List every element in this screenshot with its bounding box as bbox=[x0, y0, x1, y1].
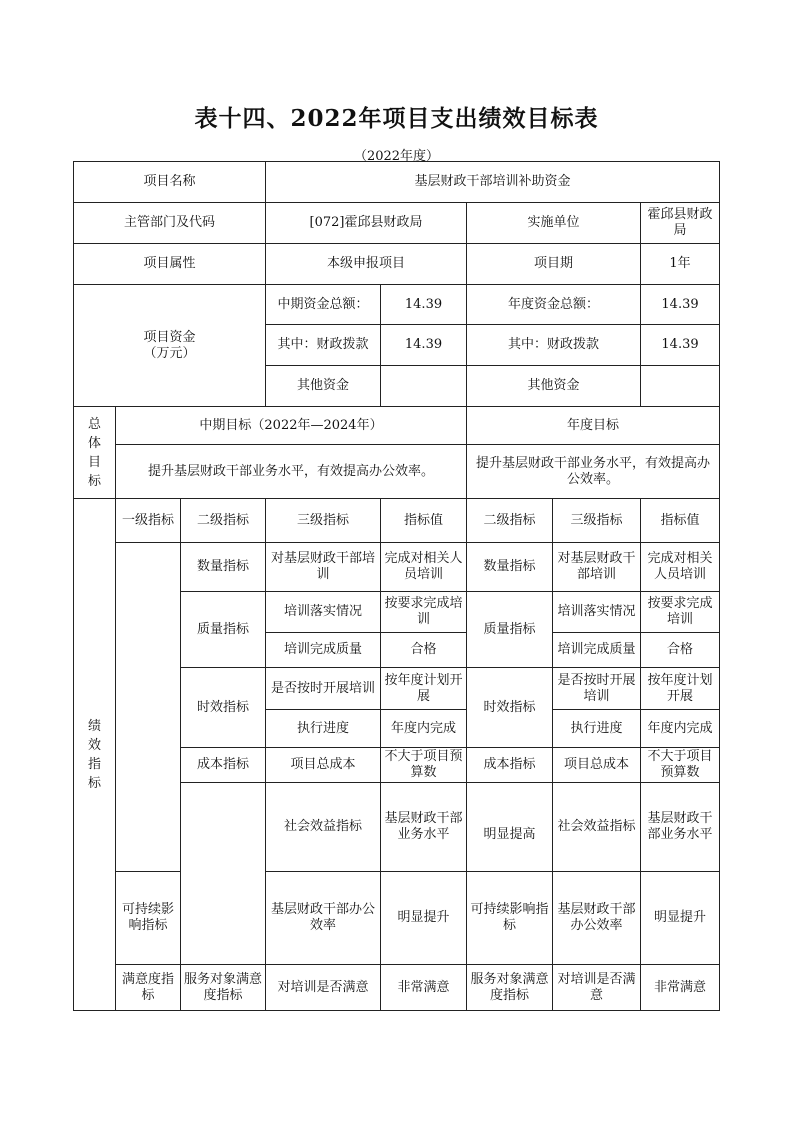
quality-r2-value-year: 合格 bbox=[641, 633, 720, 668]
cost-value-year: 不大于项目预算数 bbox=[641, 748, 720, 783]
overall-char: 目 bbox=[87, 454, 101, 470]
social-level2-year: 社会效益指标 bbox=[553, 783, 641, 872]
year-goal-text: 提升基层财政干部业务水平，有效提高办公效率。 bbox=[467, 445, 720, 499]
overall-char: 标 bbox=[87, 473, 101, 489]
table-row bbox=[74, 203, 720, 244]
funds-label bbox=[74, 285, 266, 407]
satisfaction-level3-mid: 对培训是否满意 bbox=[266, 965, 381, 1011]
period-label: 项目期 bbox=[467, 244, 641, 285]
attr-value: 本级申报项目 bbox=[266, 244, 467, 285]
table-row bbox=[74, 162, 720, 203]
time-r2-value-mid: 年度内完成 bbox=[381, 710, 467, 748]
performance-side-label bbox=[74, 499, 116, 1011]
social-level2-mid: 社会效益指标 bbox=[266, 783, 381, 872]
table-row bbox=[74, 285, 720, 325]
cost-level3-mid: 项目总成本 bbox=[266, 748, 381, 783]
quality-r1-value-mid: 按要求完成培训 bbox=[381, 592, 467, 633]
mid-total-label: 中期资金总额： bbox=[266, 285, 381, 325]
satisfaction-value-year: 非常满意 bbox=[641, 965, 720, 1011]
social-level3-year: 基层财政干部业务水平 bbox=[641, 783, 720, 872]
satisfaction-level2-mid: 服务对象满意度指标 bbox=[181, 965, 266, 1011]
quality-r2-level3-mid: 培训完成质量 bbox=[266, 633, 381, 668]
time-r1-level3-mid: 是否按时开展培训 bbox=[266, 668, 381, 710]
header-value-mid: 指标值 bbox=[381, 499, 467, 543]
sustain-level2-year: 可持续影响指标 bbox=[467, 872, 553, 965]
quantity-value-mid: 完成对相关人员培训 bbox=[381, 543, 467, 592]
time-r1-value-year: 按年度计划开展 bbox=[641, 668, 720, 710]
mid-other-value bbox=[381, 366, 467, 407]
time-r2-level3-mid: 执行进度 bbox=[266, 710, 381, 748]
quality-r1-value-year: 按要求完成培训 bbox=[641, 592, 720, 633]
mid-fiscal-label: 其中：财政拨款 bbox=[266, 325, 381, 366]
year-fiscal-value: 14.39 bbox=[641, 325, 720, 366]
overall-goal-side-label bbox=[74, 407, 116, 499]
quantity-value-year: 完成对相关人员培训 bbox=[641, 543, 720, 592]
quantity-level3-mid: 对基层财政干部培训 bbox=[266, 543, 381, 592]
table-row bbox=[74, 543, 720, 592]
quantity-level2-year: 数量指标 bbox=[467, 543, 553, 592]
period-value: 1年 bbox=[641, 244, 720, 285]
time-r1-value-mid: 按年度计划开展 bbox=[381, 668, 467, 710]
sustain-level2-mid: 可持续影响指标 bbox=[116, 872, 181, 965]
table-row bbox=[74, 445, 720, 499]
table-row bbox=[74, 407, 720, 445]
sustain-value-mid: 明显提升 bbox=[381, 872, 467, 965]
header-level3-year: 三级指标 bbox=[553, 499, 641, 543]
satisfaction-value-mid: 非常满意 bbox=[381, 965, 467, 1011]
page-title: 表十四、2022年项目支出绩效目标表 bbox=[194, 105, 599, 132]
quantity-level2-mid: 数量指标 bbox=[181, 543, 266, 592]
header-level3-mid: 三级指标 bbox=[266, 499, 381, 543]
social-value-mid: 明显提高 bbox=[467, 783, 553, 872]
mid-goal-text: 提升基层财政干部业务水平，有效提高办公效率。 bbox=[116, 445, 467, 499]
impl-label: 实施单位 bbox=[467, 203, 641, 244]
time-r1-level3-year: 是否按时开展培训 bbox=[553, 668, 641, 710]
funds-label-line2: （万元） bbox=[143, 345, 196, 361]
output-level1-blank bbox=[116, 543, 181, 872]
project-name-value: 基层财政干部培训补助资金 bbox=[266, 162, 720, 203]
perf-char: 指 bbox=[87, 756, 101, 772]
sustain-level3-mid: 基层财政干部办公效率 bbox=[266, 872, 381, 965]
cost-value-mid: 不大于项目预算数 bbox=[381, 748, 467, 783]
perf-char: 绩 bbox=[87, 718, 101, 734]
year-total-label: 年度资金总额： bbox=[467, 285, 641, 325]
impl-value: 霍邱县财政局 bbox=[641, 203, 720, 244]
mid-other-label: 其他资金 bbox=[266, 366, 381, 407]
project-name-label: 项目名称 bbox=[74, 162, 266, 203]
satisfaction-level1: 满意度指标 bbox=[116, 965, 181, 1011]
cost-level3-year: 项目总成本 bbox=[553, 748, 641, 783]
dept-label: 主管部门及代码 bbox=[74, 203, 266, 244]
year-goal-header: 年度目标 bbox=[467, 407, 720, 445]
social-level3-mid: 基层财政干部业务水平 bbox=[381, 783, 467, 872]
header-value-year: 指标值 bbox=[641, 499, 720, 543]
table-row bbox=[74, 872, 720, 965]
table-row bbox=[74, 499, 720, 543]
mid-fiscal-value: 14.39 bbox=[381, 325, 467, 366]
satisfaction-level2-year: 服务对象满意度指标 bbox=[467, 965, 553, 1011]
cost-level2-mid: 成本指标 bbox=[181, 748, 266, 783]
quality-r1-level3-year: 培训落实情况 bbox=[553, 592, 641, 633]
quality-r2-value-mid: 合格 bbox=[381, 633, 467, 668]
year-fiscal-label: 其中：财政拨款 bbox=[467, 325, 641, 366]
mid-total-value: 14.39 bbox=[381, 285, 467, 325]
funds-label-line1: 项目资金 bbox=[143, 329, 196, 345]
fiscal-year: （2022年度） bbox=[353, 149, 440, 164]
satisfaction-level3-year: 对培训是否满意 bbox=[553, 965, 641, 1011]
effect-level1-blank bbox=[181, 783, 266, 965]
quality-r2-level3-year: 培训完成质量 bbox=[553, 633, 641, 668]
time-level2-year: 时效指标 bbox=[467, 668, 553, 748]
dept-value: [072]霍邱县财政局 bbox=[266, 203, 467, 244]
sustain-value-year: 明显提升 bbox=[641, 872, 720, 965]
header-level1: 一级指标 bbox=[116, 499, 181, 543]
mid-goal-header: 中期目标（2022年—2024年） bbox=[116, 407, 467, 445]
performance-table bbox=[73, 161, 720, 1011]
attr-label: 项目属性 bbox=[74, 244, 266, 285]
header-level2-mid: 二级指标 bbox=[181, 499, 266, 543]
year-total-value: 14.39 bbox=[641, 285, 720, 325]
perf-char: 效 bbox=[87, 737, 101, 753]
quality-r1-level3-mid: 培训落实情况 bbox=[266, 592, 381, 633]
time-r2-level3-year: 执行进度 bbox=[553, 710, 641, 748]
quality-level2-year: 质量指标 bbox=[467, 592, 553, 668]
sustain-level3-year: 基层财政干部办公效率 bbox=[553, 872, 641, 965]
cost-level2-year: 成本指标 bbox=[467, 748, 553, 783]
perf-char: 标 bbox=[87, 775, 101, 791]
overall-char: 体 bbox=[87, 435, 101, 451]
quantity-level3-year: 对基层财政干部培训 bbox=[553, 543, 641, 592]
overall-char: 总 bbox=[87, 416, 101, 432]
table-row bbox=[74, 965, 720, 1011]
quality-level2-mid: 质量指标 bbox=[181, 592, 266, 668]
header-level2-year: 二级指标 bbox=[467, 499, 553, 543]
table-row bbox=[74, 244, 720, 285]
year-other-label: 其他资金 bbox=[467, 366, 641, 407]
year-other-value bbox=[641, 366, 720, 407]
time-r2-value-year: 年度内完成 bbox=[641, 710, 720, 748]
time-level2-mid: 时效指标 bbox=[181, 668, 266, 748]
